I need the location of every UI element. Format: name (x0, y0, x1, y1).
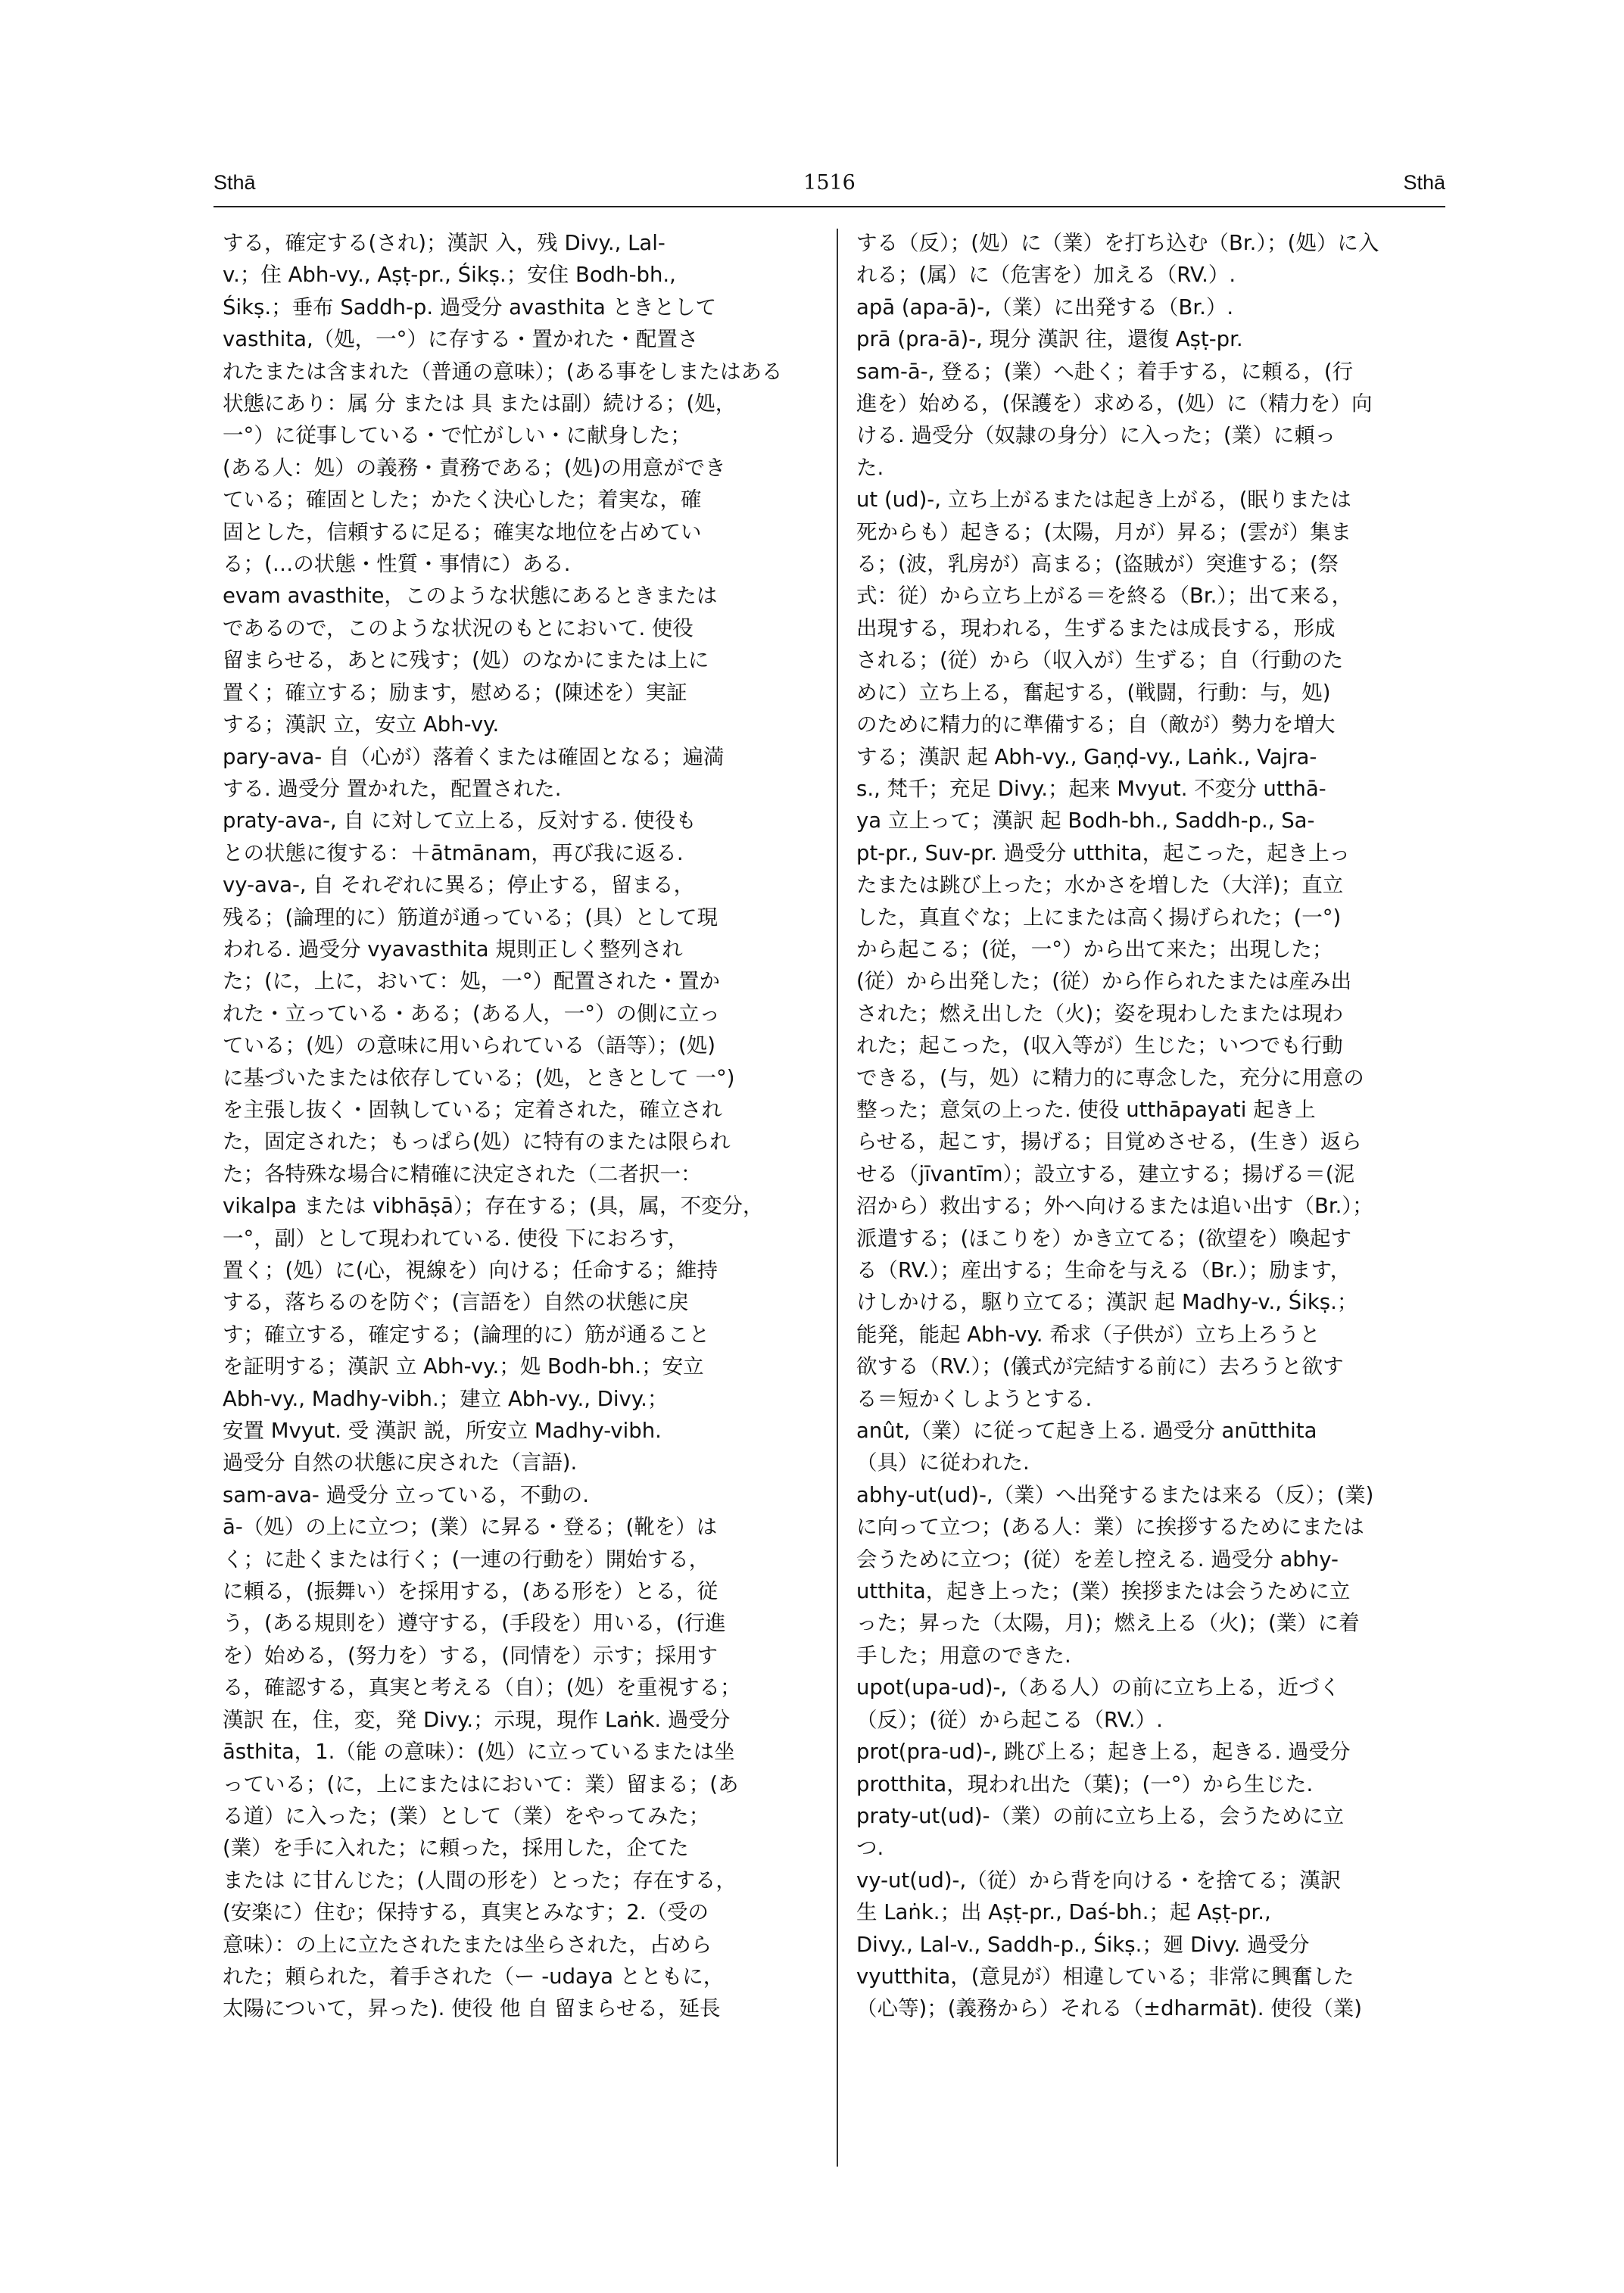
text-line: 会うために立つ；(従）を差し控える. 過受分 abhy- (856, 1547, 1339, 1572)
text-line: evam avasthite，このような状態にあるときまたは (223, 584, 718, 609)
text-line: prā (pra-ā)-, 現分 漢訳 往，還復 Aṣṭ-pr. (856, 327, 1243, 352)
text-line: する；漢訳 起 Abh-vy., Gaṇḍ-vy., Laṅk., Vajra- (856, 744, 1317, 769)
text-line: れた・立っている・ある；(ある人，一°）の側に立っ (223, 1001, 720, 1026)
text-line: anût,（業）に従って起き上る. 過受分 anūtthita (856, 1419, 1317, 1444)
text-line: protthita，現われ出た（葉)；(一°）から生じた. (856, 1771, 1314, 1796)
running-head-left: Sthā (214, 171, 256, 194)
text-line: prot(pra-ud)-, 跳び上る；起き上る，起きる. 過受分 (856, 1740, 1351, 1765)
text-line: た. (856, 455, 884, 480)
text-line: した，真直ぐな；上にまたは高く揚げられた；(一°) (856, 905, 1342, 930)
text-line: 進を）始める，(保護を）求める，(処）に（精力を）向 (856, 391, 1373, 416)
text-line: を主張し抜く・固執している；定着された，確立され (223, 1097, 722, 1122)
text-line: upot(upa-ud)-,（ある人）の前に立ち上る，近づく (856, 1675, 1341, 1700)
text-line: vasthita,（処，一°）に存する・置かれた・配置さ (223, 327, 699, 352)
text-line: らせる，起こす，揚げる；目覚めさせる，(生き）返ら (856, 1129, 1362, 1154)
text-line: 置く；確立する；励ます，慰める；(陳述を）実証 (223, 680, 687, 705)
text-line: との状態に復する：＋ātmānam，再び我に返る. (223, 840, 684, 865)
text-line: Divy., Lal-v., Saddh-p., Śikṣ.；廻 Divy. 過受分 (856, 1932, 1310, 1957)
text-line: pt-pr., Suv-pr. 過受分 utthita，起こった，起き上っ (856, 840, 1351, 865)
text-line: された；燃え出した（火)；姿を現わしたまたは現わ (856, 1001, 1344, 1026)
text-line: つ. (856, 1836, 884, 1861)
text-line: Śikṣ.；垂布 Saddh-p. 過受分 avasthita ときとして (223, 294, 717, 319)
text-line: 一°，副）として現われている. 使役 下におろす， (223, 1226, 689, 1251)
column-divider (837, 229, 838, 2167)
text-line: る，確認する，真実と考える（自）；(処）を重視する； (223, 1675, 741, 1700)
text-line: る＝短かくしようとする. (856, 1386, 1093, 1411)
text-line: する，落ちるのを防ぐ；(言語を）自然の状態に戻 (223, 1290, 689, 1315)
text-line: ている；確固とした；かたく決心した；着実な，確 (223, 488, 702, 512)
text-line: のために精力的に準備する；自（敵が）勢力を増大 (856, 712, 1336, 737)
text-line: vyutthita，(意見が）相違している；非常に興奮した (856, 1964, 1354, 1989)
text-line: ている；(処）の意味に用いられている（語等）；(処) (223, 1033, 715, 1058)
text-line: めに）立ち上る，奮起する，(戦闘，行動：与，処) (856, 680, 1331, 705)
text-line: sam-ava- 過受分 立っている，不動の. (223, 1482, 590, 1507)
text-line: vy-ut(ud)-,（従）から背を向ける・を捨てる；漢訳 (856, 1868, 1342, 1893)
left-column (223, 227, 836, 2025)
text-line: する，確定する(され)；漢訳 入，残 Divy., Lal- (223, 231, 665, 255)
text-line: た；(に，上に，おいて：処，一°）配置された・置か (223, 969, 720, 994)
text-line: 派遣する；(ほこりを）かき立てる；(欲望を）喚起す (856, 1226, 1351, 1251)
text-line: apā (apa-ā)-,（業）に出発する（Br.）. (856, 294, 1234, 319)
text-line: す；確立する，確定する；(論理的に）筋が通ること (223, 1322, 710, 1347)
text-line: を証明する；漢訳 立 Abh-vy.；処 Bodh-bh.；安立 (223, 1354, 704, 1379)
text-line: を）始める，(努力を）する，(同情を）示す；採用す (223, 1643, 718, 1668)
text-line: 式：従）から立ち上がる＝を終る（Br.）；出て来る， (856, 584, 1353, 609)
text-line: v.；住 Abh-vy., Aṣṭ-pr., Śikṣ.；安住 Bodh-bh., (223, 263, 676, 288)
header-rule (214, 206, 1445, 207)
text-line: する. 過受分 置かれた，配置された. (223, 776, 562, 801)
text-line: われる. 過受分 vyavasthita 規則正しく整列され (223, 936, 683, 961)
text-line: する；漢訳 立，安立 Abh-vy. (223, 712, 500, 737)
text-line: (従）から出発した；(従）から作られたまたは産み出 (856, 969, 1351, 994)
text-line: (ある人：処）の義務・責務である；(処)の用意ができ (223, 455, 726, 480)
text-line: 安置 Mvyut. 受 漢訳 説，所安立 Madhy-vibh. (223, 1419, 662, 1444)
text-line: 過受分 自然の状態に戻された（言語). (223, 1450, 578, 1475)
text-line: ける. 過受分（奴隷の身分）に入った；(業）に頼っ (856, 423, 1336, 448)
text-line: praty-ut(ud)-（業）の前に立ち上る，会うために立 (856, 1803, 1345, 1828)
text-line: 意味）：の上に立たされたまたは坐らされた，占めら (223, 1932, 712, 1957)
text-line: または に甘んじた；(人間の形を）とった；存在する， (223, 1868, 737, 1893)
text-line: く；に赴くまたは行く；(一連の行動を）開始する， (223, 1547, 710, 1572)
text-line: 出現する，現われる，生ずるまたは成長する，形成 (856, 615, 1336, 640)
right-column (856, 227, 1470, 2025)
text-line: 固とした，信頼するに足る；確実な地位を占めてい (223, 519, 702, 544)
text-line: vikalpa または vibhāṣā）；存在する；(具，属，不変分， (223, 1194, 764, 1219)
text-line: から起こる；(従，一°）から出て来た；出現した； (856, 936, 1333, 961)
text-line: う，(ある規則を）遵守する，(手段を）用いる，(行進 (223, 1611, 726, 1636)
text-line: s., 梵千；充足 Divy.；起来 Mvyut. 不変分 utthā- (856, 776, 1326, 801)
text-line: れた；起こった，(収入等が）生じた；いつでも行動 (856, 1033, 1343, 1058)
text-line: vy-ava-, 自 それぞれに異る；停止する，留まる， (223, 873, 695, 898)
text-line: abhy-ut(ud)-,（業）へ出発するまたは来る（反）；(業) (856, 1482, 1374, 1507)
page-number: 1516 (803, 171, 856, 195)
text-line: 整った；意気の上った. 使役 utthāpayati 起き上 (856, 1097, 1316, 1122)
text-line: （心等)；(義務から）それる（±dharmāt). 使役（業) (856, 1996, 1362, 2021)
running-head-right: Sthā (1403, 171, 1445, 194)
text-line: āsthita，1.（能 の意味）：(処）に立っているまたは坐 (223, 1740, 735, 1765)
text-line: 欲する（RV.）；(儀式が完結する前に）去ろうと欲す (856, 1354, 1344, 1379)
text-line: た；各特殊な場合に精確に決定された（二者択一： (223, 1161, 702, 1186)
text-line: 漢訳 在，住，変，発 Divy.；示現，現作 Laṅk. 過受分 (223, 1707, 731, 1732)
text-line: (業）を手に入れた；に頼った，採用した，企てた (223, 1836, 689, 1861)
text-line: けしかける，駆り立てる；漢訳 起 Madhy-v., Śikṣ.； (856, 1290, 1358, 1315)
text-line: に向って立つ；(ある人：業）に挨拶するためにまたは (856, 1515, 1364, 1540)
text-line: る；(…の状態・性質・事情に）ある. (223, 552, 571, 577)
text-line: っている；(に，上にまたはにおいて：業）留まる；(あ (223, 1771, 739, 1796)
text-line: 手した；用意のできた. (856, 1643, 1071, 1668)
text-line: 置く；(処）に(心，視線を）向ける；任命する；維持 (223, 1258, 718, 1282)
text-line: praty-ava-, 自 に対して立上る，反対する. 使役も (223, 808, 697, 833)
page-header (214, 171, 1445, 201)
text-line: たまたは跳び上った；水かさを増した（大洋)；直立 (856, 873, 1344, 898)
text-line: る；(波，乳房が）高まる；(盗賊が）突進する；(祭 (856, 552, 1339, 577)
text-line: 残る；(論理的に）筋道が通っている；(具）として現 (223, 905, 718, 930)
text-line: Abh-vy., Madhy-vibh.；建立 Abh-vy., Divy.； (223, 1386, 669, 1411)
text-line: utthita，起き上った；(業）挨拶または会うために立 (856, 1579, 1351, 1604)
text-line: れる；(属）に（危害を）加える（RV.）. (856, 263, 1236, 288)
text-line: （反）；(従）から起こる（RV.）. (856, 1707, 1163, 1732)
text-line: ya 立上って；漢訳 起 Bodh-bh., Saddh-p., Sa- (856, 808, 1315, 833)
text-line: ut (ud)-, 立ち上がるまたは起き上がる，(眠りまたは (856, 488, 1351, 512)
text-line: 一°）に従事している・で忙がしい・に献身した； (223, 423, 691, 448)
text-line: であるので，このような状況のもとにおいて. 使役 (223, 615, 694, 640)
text-line: sam-ā-, 登る；(業）へ赴く；着手する，に頼る，(行 (856, 359, 1354, 384)
text-line: れた；頼られた，着手された（ー -udaya とともに， (223, 1964, 725, 1989)
text-line: れたまたは含まれた（普通の意味）；(ある事をしまたはある (223, 359, 783, 384)
text-line: った；昇った（太陽，月)；燃え上る（火)；(業）に着 (856, 1611, 1360, 1636)
text-line: 生 Laṅk.；出 Aṣṭ-pr., Daś-bh.；起 Aṣṭ-pr., (856, 1900, 1271, 1925)
text-line: pary-ava- 自（心が）落着くまたは確固となる；遍満 (223, 744, 725, 769)
text-line: 死からも）起きる；(太陽，月が）昇る；(雲が）集ま (856, 519, 1351, 544)
text-line: た，固定された；もっぱら(処）に特有のまたは限られ (223, 1129, 731, 1154)
text-line: に基づいたまたは依存している；(処，ときとして 一°) (223, 1065, 735, 1090)
text-line: 能発，能起 Abh-vy. 希求（子供が）立ち上ろうと (856, 1322, 1320, 1347)
text-line: する（反）；(処）に（業）を打ち込む（Br.）；(処）に入 (856, 231, 1379, 255)
text-line: 太陽について，昇った). 使役 他 自 留まらせる，延長 (223, 1996, 721, 2021)
text-line: ā-（処）の上に立つ；(業）に昇る・登る；(靴を）は (223, 1515, 718, 1540)
text-line: （具）に従われた. (856, 1450, 1030, 1475)
text-line: 状態にあり：属 分 または 具 または副）続ける；(処， (223, 391, 737, 416)
text-line: 留まらせる，あとに残す；(処）のなかにまたは上に (223, 648, 709, 673)
text-line: る道）に入った；(業）として（業）をやってみた； (223, 1803, 710, 1828)
text-line: できる，(与，処）に精力的に専念した，充分に用意の (856, 1065, 1364, 1090)
text-line: に頼る，(振舞い）を採用する，(ある形を）とる，従 (223, 1579, 718, 1604)
text-line: る（RV.）；産出する；生命を与える（Br.）；励ます， (856, 1258, 1351, 1282)
text-line: される；(従）から（収入が）生ずる；自（行動のた (856, 648, 1344, 673)
text-line: せる（jīvantīm）；設立する，建立する；揚げる＝(泥 (856, 1161, 1355, 1186)
text-line: (安楽に）住む；保持する，真実とみなす；2.（受の (223, 1900, 709, 1925)
text-line: 沼から）救出する；外へ向けるまたは追い出す（Br.）； (856, 1194, 1373, 1219)
